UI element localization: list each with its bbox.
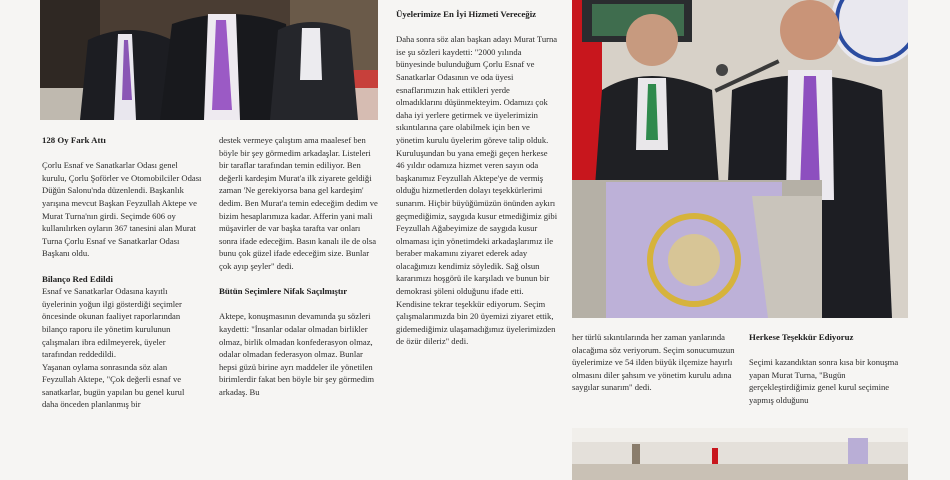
article-column-5 <box>749 331 909 407</box>
paragraph: Çorlu Esnaf ve Sanatkarlar Odası genel kurulu, Çorlu Şoförler ve Otomobilciler Odası Düğün Salonu'nda düzenlendi. Başkanlık yarışına mevcut Başkan Feyzullah Aktepe ve Murat Turna'nın girdi. Seçimde 606 oy kullanılırken oyların 367 tanesini alan Murat Turna Çorlu Esnaf ve Sanatkarlar Odası Başkanı oldu. <box>42 160 202 259</box>
paragraph: destek vermeye çalıştım ama maalesef ben böyle bir şey görmedim arkadaşlar. Listeleri bir taraflar tarafından temin ediliyor. Ben değerli kardeşim Murat'a ilk ziyarete geldiği zaman 'Ne gerekiyorsa bana gel kardeşim' dedim. Ben Murat'a temin edeceğim dedim ve bizim hesaplarımıza kadar. Afferin yani mali müşavirler de var başka tarafta var onları sonra ifade edeceğim. Basın kanalı ile de olsa bunu çok güzel ifade edeceğim size. Bunlar çok ayıp şeyler" dedi. <box>219 135 378 271</box>
subheading-discord: Bütün Seçimlere Nifak Saçılmıştır <box>219 286 348 297</box>
paragraph: her türlü sıkıntılarında her zaman yanlarında olacağıma söz veriyorum. Seçim sonucumuzun üyelerimize ve 54 ilden büyük ilçemize hayırlı olmasını diler şahsım ve yönetim kurulu adına saygılar sunarım" dedi. <box>572 332 735 393</box>
article-column-1 <box>42 134 202 411</box>
photo-men-in-suits <box>40 0 378 120</box>
paragraph: Esnaf ve Sanatkarlar Odasına kayıtlı üyelerinin yoğun ilgi gösterdiği seçimler öncesinde okunan faaliyet raporlarından bilanço raporu ile yönetim kurulunun çalışmaları ibra edilmeyerek, üyeler tarafından reddedildi. <box>42 286 182 360</box>
article-column-4 <box>572 331 737 394</box>
subheading-thanks: Herkese Teşekkür Ediyoruz <box>749 332 854 342</box>
article-column-2 <box>219 134 379 398</box>
paragraph: Aktepe, konuşmasının devamında şu sözleri kaydetti: "İnsanlar odalar olmadan birlikler olmaz, birlik olmadan konfederasyon olmaz, odalar olmadan federasyon olmaz. Bunlar hepsi güzü birine ayrı maddeler ile yönetilen birimlerdir fakat ben böyle bir şey görmedim arkadaş. Bu <box>219 311 375 397</box>
paragraph: Daha sonra söz alan başkan adayı Murat Turna ise şu sözleri kaydetti: "2000 yılında bünyesinde bulunduğum Çorlu Esnaf ve Sanatkarlar Odasının ve oda üyesi esnaflarımızın hak ettikleri yerde olmadıklarını düşünmekteyim. Odamızı çok daha iyi yerlere getirmek ve üyelerimizin sıkıntılarına çare olabilmek için ben ve yönetim kurulu üyelerim göreve talip olduk. Kuruluşundan bu yana emeği geçen herkese 46 yıldır odamıza hizmet veren sayın oda başkanımız Feyzullah Aktepe'ye de vermiş olduğu hizmetlerden dolayı teşekkürlerimi sunarım. Hiçbir büyüğümüzün önünden aykırı geçmediğimiz, saygıda kusur etmediğimiz gibi Feyzullah Ağabeyimize de saygıda kusur olmaması için yönetimdeki arkadaşlarımız ile beraber makamını ziyaret ederek aday olacağımızı kendimiz söyledik. Sağ olsun kararımızı hoşgörü ile karşıladı ve bunun bir demokrasi şöleni olduğunu ifade etti. Kendisine tekrar teşekkür ediyorum. Seçim çalışmalarımızda bin 20 üyemizi ziyaret ettik, gidemediğimiz ulaşamadığımız üyelerimizden de özür dileriz" dedi. <box>396 34 558 347</box>
subheading-balance-rejected: Bilanço Red Edildi <box>42 273 113 284</box>
subheading-best-service: Üyelerimize En İyi Hizmeti Vereceğiz <box>396 9 537 19</box>
article-column-3 <box>396 8 558 348</box>
paragraph: Yaşanan oylama sonrasında söz alan Feyzullah Aktepe, "Çok değerli esnaf ve sanatkarlar, bugün yapılan bu genel kurul daha önceden planlanmış bir <box>42 361 185 410</box>
photo-speaker-at-podium <box>572 0 908 318</box>
photo-ceremony <box>572 428 908 480</box>
subheading-vote-difference: 128 Oy Fark Attı <box>42 135 106 145</box>
paragraph: Seçimi kazandıktan sonra kısa bir konuşma yapan Murat Turna, "Bugün gerçekleştirdiğimiz genel kurul seçimine yapmış olduğunu <box>749 357 899 405</box>
